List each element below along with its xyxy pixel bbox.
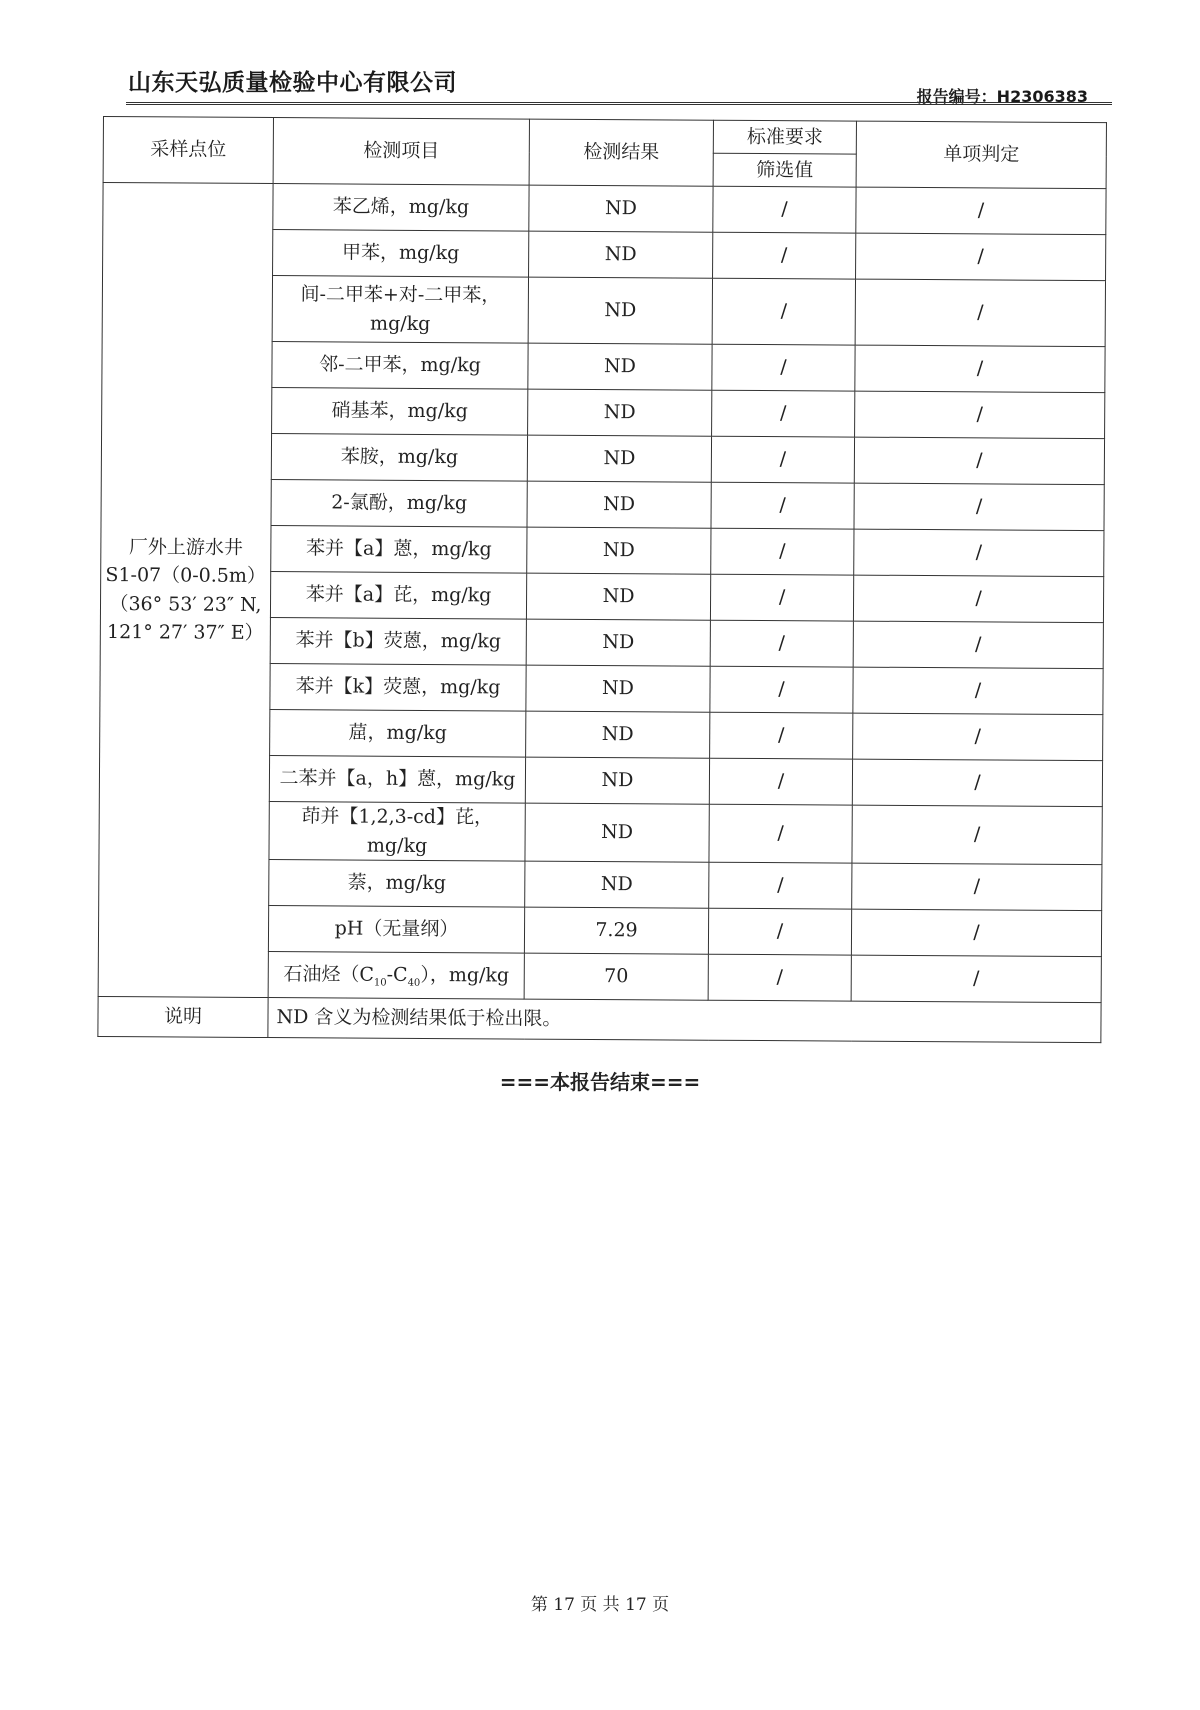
page-number: 第 17 页 共 17 页 [530, 1595, 670, 1615]
item-text: ），mg/kg [420, 963, 510, 987]
standard-cell: / [711, 436, 854, 483]
item-cell: 邻-二甲苯，mg/kg [272, 342, 528, 390]
judgment-cell: / [854, 437, 1104, 485]
company-name: 山东天弘质量检验中心有限公司 [128, 70, 457, 96]
result-cell: ND [527, 481, 711, 528]
item-cell: 2-氯酚，mg/kg [271, 480, 527, 528]
item-cell: 萘，mg/kg [269, 860, 525, 908]
standard-cell: / [711, 482, 854, 529]
sampling-site-line: 厂外上游水井 [128, 535, 243, 559]
report-number: 报告编号：H2306383 [916, 87, 1088, 106]
item-cell: 间-二甲苯+对-二甲苯，mg/kg [272, 276, 528, 344]
judgment-cell: / [855, 345, 1105, 393]
judgment-cell: / [855, 279, 1105, 347]
standard-cell: / [710, 574, 853, 621]
result-cell: ND [526, 619, 710, 666]
table-header-row [103, 117, 1106, 156]
judgment-cell: / [851, 955, 1101, 1003]
standard-cell: / [712, 278, 855, 345]
standard-cell: / [713, 186, 856, 233]
judgment-cell: / [852, 863, 1102, 911]
header-judgment: 单项判定 [856, 121, 1106, 189]
table-row [103, 183, 1106, 235]
judgment-cell: / [853, 667, 1103, 715]
result-cell: ND [526, 711, 710, 758]
item-cell: 苯并【a】芘，mg/kg [270, 572, 526, 620]
item-cell [268, 952, 524, 1000]
header-result: 检测结果 [529, 119, 713, 186]
item-cell: 䓛，mg/kg [270, 710, 526, 758]
judgment-cell: / [852, 805, 1102, 865]
standard-cell: / [709, 862, 852, 909]
item-cell: pH（无量纲） [268, 906, 524, 954]
result-cell: ND [529, 185, 713, 232]
header-standard: 标准要求 [713, 120, 856, 154]
item-cell: 甲苯，mg/kg [273, 230, 529, 278]
judgment-cell: / [854, 529, 1104, 577]
standard-cell: / [710, 712, 853, 759]
standard-cell: / [712, 390, 855, 437]
standard-cell: / [708, 908, 851, 955]
result-cell: ND [528, 389, 712, 436]
judgment-cell: / [856, 187, 1106, 235]
result-cell: ND [529, 231, 713, 278]
item-text: -C [386, 963, 408, 986]
result-cell: ND [525, 757, 709, 804]
result-cell: ND [526, 665, 710, 712]
judgment-cell: / [853, 713, 1103, 761]
sampling-site [98, 183, 273, 998]
sampling-site-line: 121° 27′ 37″ E） [107, 621, 264, 644]
item-cell: 二苯并【a，h】蒽，mg/kg [269, 756, 525, 804]
standard-cell: / [708, 954, 851, 1001]
test-results-table [97, 116, 1107, 1043]
header-rule [126, 102, 1112, 105]
subscript: 10 [373, 977, 387, 989]
item-cell: 苯并【a】蒽，mg/kg [271, 526, 527, 574]
subscript: 40 [407, 977, 421, 989]
result-cell: 7.29 [524, 907, 708, 954]
header-screening: 筛选值 [713, 153, 856, 187]
standard-cell: / [709, 758, 852, 805]
sampling-site-line: （36° 53′ 23″ N, [109, 592, 262, 616]
standard-cell: / [713, 232, 856, 279]
standard-cell: / [710, 620, 853, 667]
note-text: ND 含义为检测结果低于检出限。 [268, 998, 1101, 1043]
standard-cell: / [711, 528, 854, 575]
result-cell: ND [526, 573, 710, 620]
result-cell: ND [528, 277, 712, 344]
standard-cell: / [712, 344, 855, 391]
judgment-cell: / [855, 391, 1105, 439]
header-site: 采样点位 [103, 117, 273, 184]
judgment-cell: / [856, 233, 1106, 281]
item-text: 石油烃（C [283, 962, 375, 986]
result-cell: ND [525, 803, 709, 862]
judgment-cell: / [851, 909, 1101, 957]
item-cell: 硝基苯，mg/kg [272, 388, 528, 436]
judgment-cell: / [853, 621, 1103, 669]
header-item: 检测项目 [273, 118, 529, 186]
item-cell: 苯乙烯，mg/kg [273, 184, 529, 232]
judgment-cell: / [853, 575, 1103, 623]
standard-cell: / [709, 804, 852, 863]
standard-cell: / [710, 666, 853, 713]
note-row [98, 996, 1101, 1042]
item-cell: 苯胺，mg/kg [271, 434, 527, 482]
note-label: 说明 [98, 996, 268, 1037]
result-cell: ND [527, 435, 711, 482]
report-end-mark: ===本报告结束=== [499, 1070, 701, 1094]
item-cell: 苯并【k】荧蒽，mg/kg [270, 664, 526, 712]
judgment-cell: / [852, 759, 1102, 807]
sampling-site-line: S1-07（0-0.5m） [105, 564, 266, 588]
result-cell: 70 [524, 953, 708, 1000]
result-cell: ND [525, 861, 709, 908]
item-cell: 苯并【b】荧蒽，mg/kg [270, 618, 526, 666]
result-cell: ND [528, 343, 712, 390]
item-cell: 茚并【1,2,3-cd】芘，mg/kg [269, 802, 525, 862]
judgment-cell: / [854, 483, 1104, 531]
result-cell: ND [527, 527, 711, 574]
